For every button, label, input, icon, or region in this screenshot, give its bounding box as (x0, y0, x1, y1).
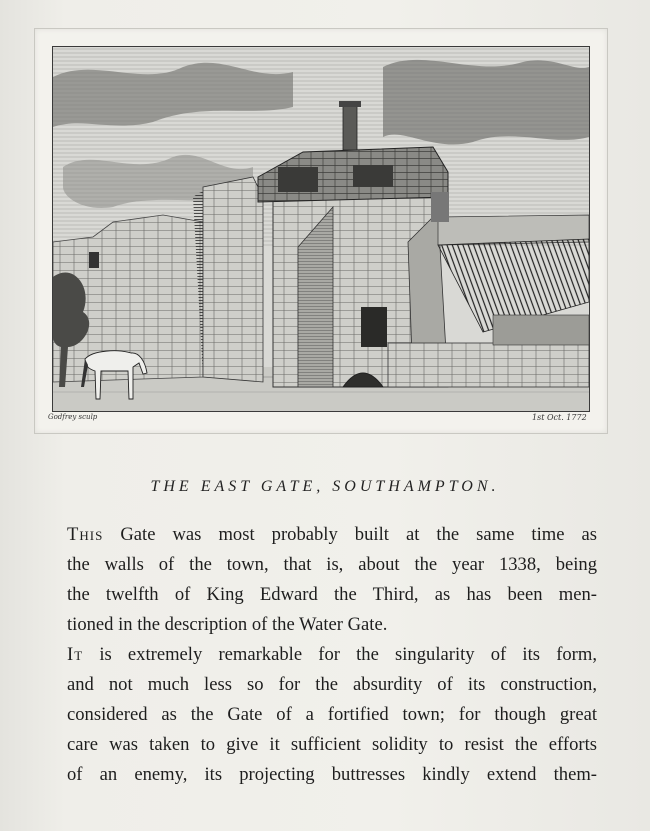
dropcap-word: It (67, 644, 84, 665)
text-line: care was taken to give it sufficient solidity to resist the efforts (67, 734, 597, 755)
date-credit: 1st Oct. 1772 (532, 413, 587, 422)
east-gate-engraving (53, 47, 589, 411)
engraving-illustration (52, 46, 590, 412)
dropcap-word: This (67, 524, 104, 545)
text-line: the walls of the town, that is, about the year 1338, being (67, 554, 597, 575)
text-line: tioned in the description of the Water Gate. (67, 614, 388, 635)
text-line: and not much less so for the absurdity of its construction, (67, 674, 597, 695)
plate-caption: THE EAST GATE, SOUTHAMPTON. (150, 478, 500, 495)
text-line: of an enemy, its projecting buttresses kindly extend them- (67, 764, 597, 785)
text-line: the twelfth of King Edward the Third, as has been men- (67, 584, 597, 605)
text-line-content: is extremely remarkable for the singularity of its form, (83, 644, 597, 665)
text-line (67, 520, 597, 550)
text-line (67, 640, 597, 670)
body-text (67, 520, 597, 790)
engraver-credit: Godfrey sculp (48, 413, 98, 421)
text-line-content: Gate was most probably built at the same time as (103, 524, 597, 545)
text-line: considered as the Gate of a fortified town; for though great (67, 704, 597, 725)
